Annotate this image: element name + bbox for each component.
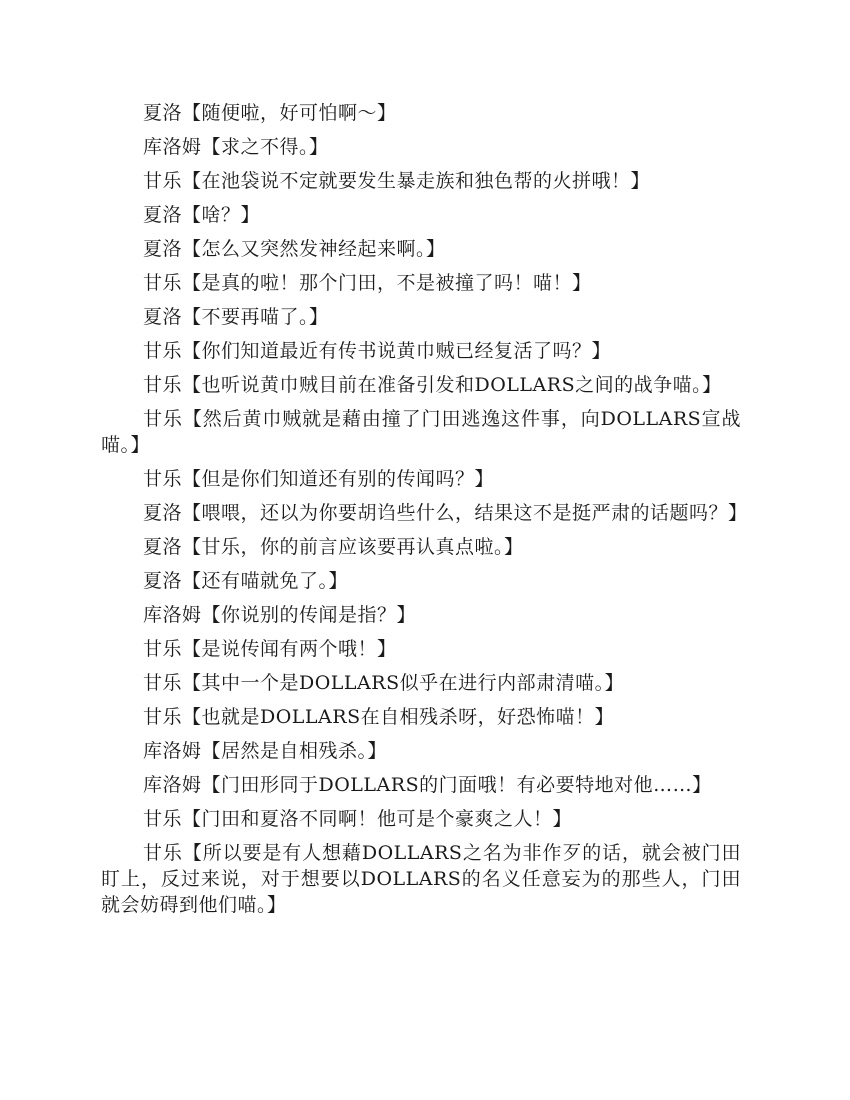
dialogue-line: 库洛姆【你说别的传闻是指？】 bbox=[143, 604, 417, 626]
dialogue-line: 甘乐【也就是DOLLARS在自相残杀呀，好恐怖喵！】 bbox=[143, 706, 615, 728]
dialogue-line: 甘乐【其中一个是DOLLARS似乎在进行内部肃清喵。】 bbox=[143, 672, 625, 694]
dialogue-line: 库洛姆【门田形同于DOLLARS的门面哦！有必要特地对他……】 bbox=[143, 774, 712, 796]
dialogue-line: 甘乐【门田和夏洛不同啊！他可是个豪爽之人！】 bbox=[143, 808, 573, 830]
dialogue-line: 夏洛【喂喂，还以为你要胡诌些什么，结果这不是挺严肃的话题吗？】 bbox=[143, 502, 748, 524]
dialogue-line: 甘乐【也听说黄巾贼目前在准备引发和DOLLARS之间的战争喵。】 bbox=[143, 374, 722, 396]
dialogue-line: 甘乐【在池袋说不定就要发生暴走族和独色帮的火拼哦！】 bbox=[143, 170, 651, 192]
dialogue-line: 甘乐【是说传闻有两个哦！】 bbox=[143, 638, 397, 660]
dialogue-line: 甘乐【你们知道最近有传书说黄巾贼已经复活了吗？】 bbox=[143, 340, 612, 362]
dialogue-line: 夏洛【还有喵就免了。】 bbox=[143, 570, 349, 592]
document-body bbox=[101, 100, 748, 926]
dialogue-line: 甘乐【是真的啦！那个门田，不是被撞了吗！喵！】 bbox=[143, 272, 592, 294]
dialogue-line: 夏洛【随便啦，好可怕啊～】 bbox=[143, 102, 397, 124]
dialogue-line: 夏洛【甘乐，你的前言应该要再认真点啦。】 bbox=[143, 536, 524, 558]
dialogue-line: 甘乐【然后黄巾贼就是藉由撞了门田逃逸这件事，向DOLLARS宣战喵。】 bbox=[101, 408, 741, 456]
dialogue-line: 库洛姆【求之不得。】 bbox=[143, 136, 329, 158]
dialogue-line: 夏洛【怎么又突然发神经起来啊。】 bbox=[143, 238, 446, 260]
dialogue-line: 夏洛【不要再喵了。】 bbox=[143, 306, 329, 328]
dialogue-line: 夏洛【啥？】 bbox=[143, 204, 261, 226]
dialogue-line: 甘乐【但是你们知道还有别的传闻吗？】 bbox=[143, 468, 495, 490]
dialogue-line: 库洛姆【居然是自相残杀。】 bbox=[143, 740, 388, 762]
dialogue-line: 甘乐【所以要是有人想藉DOLLARS之名为非作歹的话，就会被门田盯上，反过来说，对于想要以DOLLARS的名义任意妄为的那些人，门田就会妨碍到他们喵。】 bbox=[101, 842, 741, 916]
